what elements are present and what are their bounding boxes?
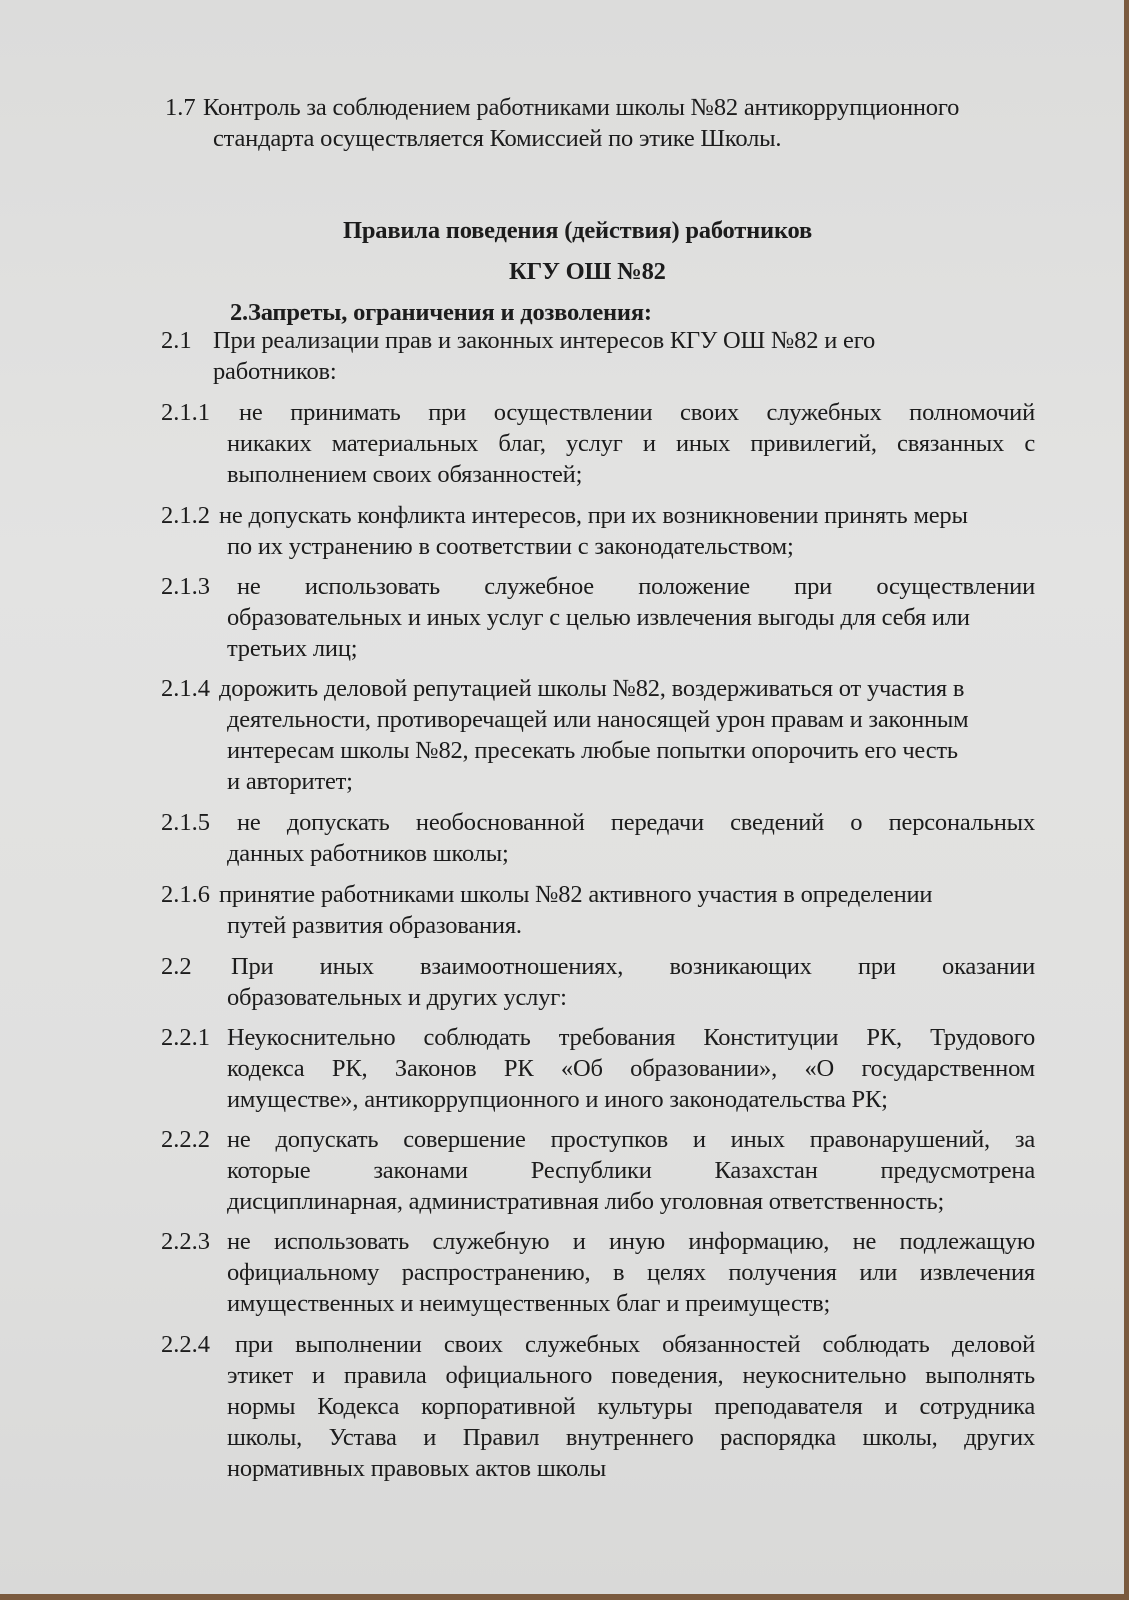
item-line: данных работников школы; — [227, 840, 509, 867]
item-line: этикет и правила официального поведения, неукоснительно выполнять — [227, 1362, 1035, 1389]
item-line: по их устранению в соответствии с законодательством; — [227, 533, 794, 560]
item-line: третьих лиц; — [227, 635, 358, 662]
item-line: имущественных и неимущественных благ и преимуществ; — [227, 1290, 831, 1317]
item-number: 2.2.1 — [161, 1024, 210, 1051]
section-heading: 2.Запреты, ограничения и дозволения: — [230, 299, 652, 326]
item-line: принятие работниками школы №82 активного участия в определении — [219, 881, 933, 908]
item-line: деятельности, противоречащей или наносящей урон правам и законным — [227, 706, 969, 733]
item-number: 2.1 — [161, 327, 192, 354]
item-line: образовательных и иных услуг с целью извлечения выгоды для себя или — [227, 604, 970, 631]
item-line: интересам школы №82, пресекать любые попытки опорочить его честь — [227, 737, 958, 764]
item-number: 1.7 — [165, 94, 196, 121]
item-number: 2.1.3 — [161, 573, 210, 600]
item-line: не допускать необоснованной передачи сведений о персональных — [237, 809, 1035, 836]
item-line: путей развития образования. — [227, 912, 522, 939]
item-number: 2.2.3 — [161, 1228, 210, 1255]
item-line: кодекса РК, Законов РК «Об образовании», «О государственном — [227, 1055, 1035, 1082]
item-line: дорожить деловой репутацией школы №82, воздерживаться от участия в — [219, 675, 965, 702]
item-line: при выполнении своих служебных обязанностей соблюдать деловой — [235, 1331, 1035, 1358]
item-line: не допускать конфликта интересов, при их возникновении принять меры — [219, 502, 968, 529]
item-line: нормативных правовых актов школы — [227, 1455, 606, 1482]
item-number: 2.1.2 — [161, 502, 210, 529]
item-line: не использовать служебное положение при осуществлении — [237, 573, 1035, 600]
item-number: 2.1.5 — [161, 809, 210, 836]
item-number: 2.1.6 — [161, 881, 210, 908]
item-line: и авторитет; — [227, 768, 353, 795]
item-line: При иных взаимоотношениях, возникающих при оказании — [231, 953, 1035, 980]
item-line: Неукоснительно соблюдать требования Конституции РК, Трудового — [227, 1024, 1035, 1051]
item-line: школы, Устава и Правил внутреннего распорядка школы, других — [227, 1424, 1035, 1451]
title-line-2: КГУ ОШ №82 — [509, 258, 666, 285]
item-line: которые законами Республики Казахстан предусмотрена — [227, 1157, 1035, 1184]
item-line: не допускать совершение проступков и иных правонарушений, за — [227, 1126, 1035, 1153]
item-line: не принимать при осуществлении своих служебных полномочий — [239, 399, 1035, 426]
item-line: имуществе», антикоррупционного и иного законодательства РК; — [227, 1086, 888, 1113]
item-line: работников: — [213, 358, 337, 385]
item-number: 2.2.2 — [161, 1126, 210, 1153]
item-line: никаких материальных благ, услуг и иных привилегий, связанных с — [227, 430, 1035, 457]
item-line: нормы Кодекса корпоративной культуры преподавателя и сотрудника — [227, 1393, 1035, 1420]
item-line: не использовать служебную и иную информацию, не подлежащую — [227, 1228, 1035, 1255]
item-line: образовательных и других услуг: — [227, 984, 567, 1011]
item-number: 2.2 — [161, 953, 192, 980]
item-line: При реализации прав и законных интересов КГУ ОШ №82 и его — [213, 327, 875, 354]
item-line: дисциплинарная, административная либо уголовная ответственность; — [227, 1188, 945, 1215]
item-line: выполнением своих обязанностей; — [227, 461, 583, 488]
intro-line: стандарта осуществляется Комиссией по этике Школы. — [213, 125, 782, 152]
item-number: 2.1.4 — [161, 675, 210, 702]
title-line-1: Правила поведения (действия) работников — [343, 217, 813, 244]
item-number: 2.2.4 — [161, 1331, 210, 1358]
item-number: 2.1.1 — [161, 399, 210, 426]
intro-line: Контроль за соблюдением работниками школы №82 антикоррупционного — [203, 94, 960, 121]
item-line: официальному распространению, в целях получения или извлечения — [227, 1259, 1035, 1286]
